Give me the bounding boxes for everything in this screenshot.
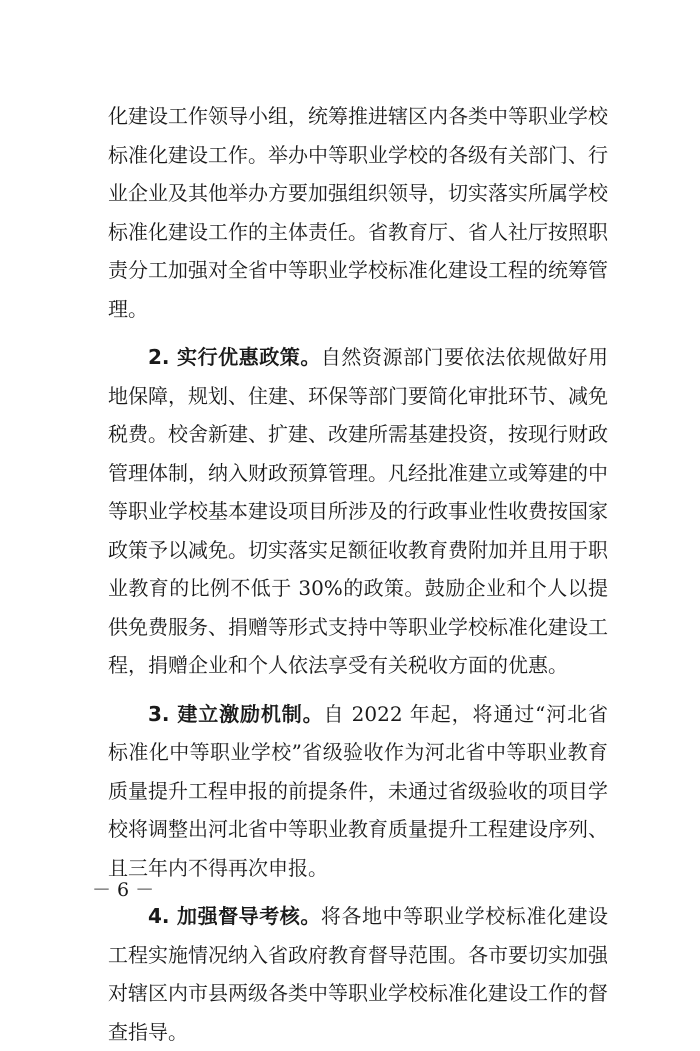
body-text [108, 97, 608, 1051]
paragraph-3-text: 自 2022 年起，将通过“河北省标准化中等职业学校”省级验收作为河北省中等职业教育质量提升工程申报的前提条件，未通过省级验收的项目学校将调整出河北省中等职业教育质量提升工程建设序列、且三年内不得再次申报。 [108, 701, 608, 880]
paragraph-preferential-policy [108, 338, 608, 685]
heading-supervision: 4. 加强督导考核。 [148, 904, 321, 928]
paragraph-continuation [108, 97, 608, 328]
paragraph-supervision [108, 897, 608, 1051]
paragraph-1-text: 化建设工作领导小组，统筹推进辖区内各类中等职业学校标准化建设工作。举办中等职业学校的各级有关部门、行业企业及其他举办方要加强组织领导，切实落实所属学校标准化建设工作的主体责任。省教育厅、省人社厅按照职责分工加强对全省中等职业学校标准化建设工程的统筹管理。 [108, 104, 608, 321]
paragraph-incentive-mechanism [108, 695, 608, 888]
page-number: － 6 － [92, 879, 155, 901]
paragraph-2-text: 自然资源部门要依法依规做好用地保障，规划、住建、环保等部门要简化审批环节、减免税费。校舍新建、扩建、改建所需基建投资，按现行财政管理体制，纳入财政预算管理。凡经批准建立或筹建的中等职业学校基本建设项目所涉及的行政事业性收费按国家政策予以减免。切实落实足额征收教育费附加并且用于职业教育的比例不低于 30%的政策。鼓励企业和个人以提供免费服务、捐赠等形式支持中等职业学校标准化建设工程，捐赠企业和个人依法享受有关税收方面的优惠。 [108, 345, 609, 677]
heading-preferential-policy: 2. 实行优惠政策。 [148, 345, 321, 369]
paragraph-4-text: 将各地中等职业学校标准化建设工程实施情况纳入省政府教育督导范围。各市要切实加强对辖区内市县两级各类中等职业学校标准化建设工作的督查指导。 [108, 904, 609, 1044]
heading-incentive-mechanism: 3. 建立激励机制。 [148, 701, 324, 726]
